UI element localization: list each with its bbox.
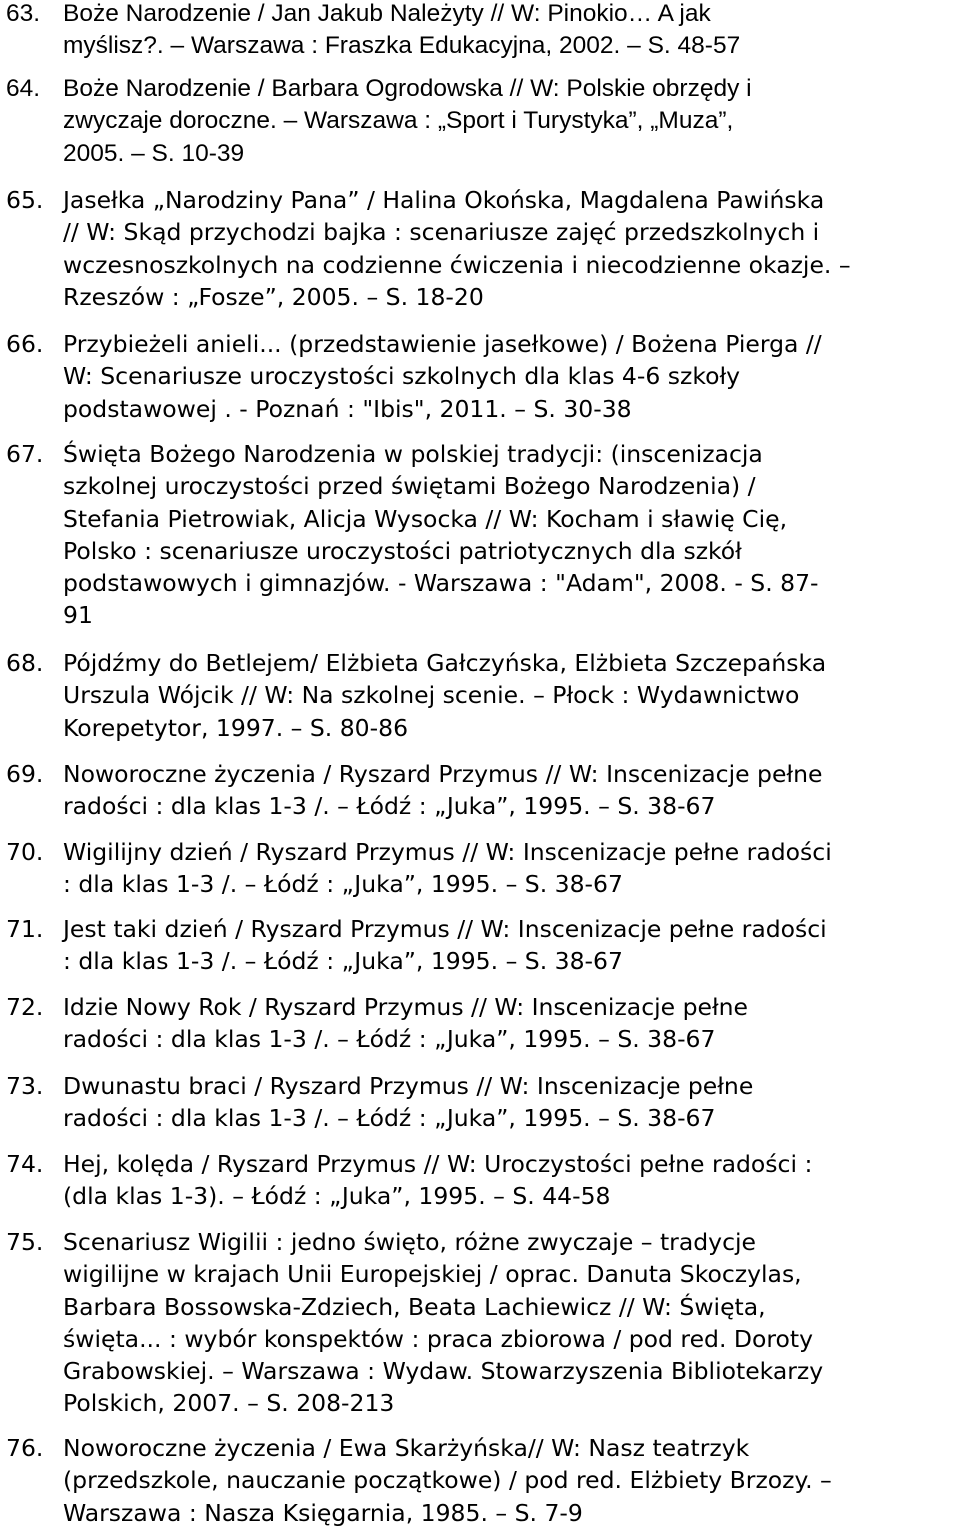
entry-text-line: myślisz?. – Warszawa : Fraszka Edukacyjna, 2002. – S. 48-57 — [63, 32, 741, 60]
entry-text-line: Scenariusz Wigilii : jedno święto, różne zwyczaje – tradycje — [63, 1228, 756, 1256]
entry-number: 71. — [6, 915, 44, 943]
entry-text-line: Noworoczne życzenia / Ewa Skarżyńska// W: Nasz teatrzyk — [63, 1434, 750, 1462]
entry-text-line: radości : dla klas 1-3 /. – Łódź : „Juka”, 1995. – S. 38-67 — [63, 1104, 716, 1133]
entry-number: 63. — [6, 0, 41, 27]
entry-number: 65. — [6, 186, 44, 214]
entry-text-line: 91 — [63, 601, 93, 630]
entry-text-line: : dla klas 1-3 /. – Łódź : „Juka”, 1995. – S. 38-67 — [63, 870, 623, 899]
entry-text-line: Stefania Pietrowiak, Alicja Wysocka // W: Kocham i sławię Cię, — [63, 504, 788, 533]
entry-text-line: W: Scenariusze uroczystości szkolnych dla klas 4-6 szkoły — [63, 362, 741, 391]
entry-number: 76. — [6, 1434, 44, 1462]
entry-number: 73. — [6, 1072, 44, 1100]
entry-text-line: Rzeszów : „Fosze”, 2005. – S. 18-20 — [63, 282, 484, 311]
entry-number: 64. — [6, 75, 41, 102]
entry-text-line: radości : dla klas 1-3 /. – Łódź : „Juka”, 1995. – S. 38-67 — [63, 792, 716, 821]
entry-text-line: szkolnej uroczystości przed świętami Bożego Narodzenia) / — [63, 472, 756, 501]
entry-text-line: Przybieżeli anieli... (przedstawienie jasełkowe) / Bożena Pierga // — [63, 330, 822, 358]
entry-text-line: 2005. – S. 10-39 — [63, 139, 245, 167]
entry-text-line: zwyczaje doroczne. – Warszawa : „Sport i Turystyka”, „Muza”, — [63, 107, 734, 135]
entry-text-line: Boże Narodzenie / Jan Jakub Należyty // W: Pinokio… A jak — [63, 0, 711, 27]
entry-text-line: (przedszkole, nauczanie początkowe) / pod red. Elżbiety Brzozy. – — [63, 1466, 832, 1495]
entry-text-line: Idzie Nowy Rok / Ryszard Przymus // W: Inscenizacje pełne — [63, 993, 748, 1021]
entry-text-line: : dla klas 1-3 /. – Łódź : „Juka”, 1995. – S. 38-67 — [63, 947, 623, 976]
entry-text-line: Korepetytor, 1997. – S. 80-86 — [63, 713, 409, 742]
entry-text-line: Grabowskiej. – Warszawa : Wydaw. Stowarzyszenia Bibliotekarzy — [63, 1357, 824, 1386]
entry-text-line: Pójdźmy do Betlejem/ Elżbieta Gałczyńska, Elżbieta Szczepańska — [63, 649, 827, 677]
entry-text-line: Urszula Wójcik // W: Na szkolnej scenie. – Płock : Wydawnictwo — [63, 681, 800, 710]
entry-text-line: Polskich, 2007. – S. 208-213 — [63, 1389, 395, 1418]
entry-text-line: Warszawa : Nasza Księgarnia, 1985. – S. 7-9 — [63, 1498, 583, 1527]
entry-text-line: Jasełka „Narodziny Pana” / Halina Okońska, Magdalena Pawińska — [63, 186, 825, 214]
entry-text-line: podstawowej . - Poznań : "Ibis", 2011. – S. 30-38 — [63, 394, 632, 423]
entry-number: 74. — [6, 1150, 44, 1178]
entry-text-line: // W: Skąd przychodzi bajka : scenariusze zajęć przedszkolnych i — [63, 218, 820, 247]
entry-text-line: Polsko : scenariusze uroczystości patriotycznych dla szkół — [63, 536, 742, 565]
entry-number: 75. — [6, 1228, 44, 1256]
entry-number: 69. — [6, 760, 44, 788]
entry-text-line: Noworoczne życzenia / Ryszard Przymus // W: Inscenizacje pełne — [63, 760, 823, 788]
entry-number: 67. — [6, 440, 44, 468]
entry-text-line: wczesnoszkolnych na codzienne ćwiczenia i niecodzienne okazje. – — [63, 250, 851, 279]
entry-text-line: wigilijne w krajach Unii Europejskiej / oprac. Danuta Skoczylas, — [63, 1260, 802, 1289]
entry-number: 68. — [6, 649, 44, 677]
entry-text-line: (dla klas 1-3). – Łódź : „Juka”, 1995. – S. 44-58 — [63, 1182, 611, 1211]
entry-text-line: Barbara Bossowska-Zdziech, Beata Lachiewicz // W: Święta, — [63, 1292, 766, 1321]
entry-text-line: radości : dla klas 1-3 /. – Łódź : „Juka”, 1995. – S. 38-67 — [63, 1025, 716, 1054]
entry-text-line: Dwunastu braci / Ryszard Przymus // W: Inscenizacje pełne — [63, 1072, 754, 1100]
entry-text-line: podstawowych i gimnazjów. - Warszawa : "Adam", 2008. - S. 87- — [63, 569, 819, 598]
entry-number: 72. — [6, 993, 44, 1021]
entry-text-line: Hej, kolęda / Ryszard Przymus // W: Uroczystości pełne radości : — [63, 1150, 813, 1178]
entry-text-line: święta... : wybór konspektów : praca zbiorowa / pod red. Doroty — [63, 1324, 814, 1353]
entry-number: 66. — [6, 330, 44, 358]
entry-number: 70. — [6, 838, 44, 866]
entry-text-line: Boże Narodzenie / Barbara Ogrodowska // W: Polskie obrzędy i — [63, 75, 752, 102]
entry-text-line: Wigilijny dzień / Ryszard Przymus // W: Inscenizacje pełne radości — [63, 838, 832, 866]
entry-text-line: Jest taki dzień / Ryszard Przymus // W: Inscenizacje pełne radości — [63, 915, 827, 943]
entry-text-line: Święta Bożego Narodzenia w polskiej tradycji: (inscenizacja — [63, 440, 763, 468]
